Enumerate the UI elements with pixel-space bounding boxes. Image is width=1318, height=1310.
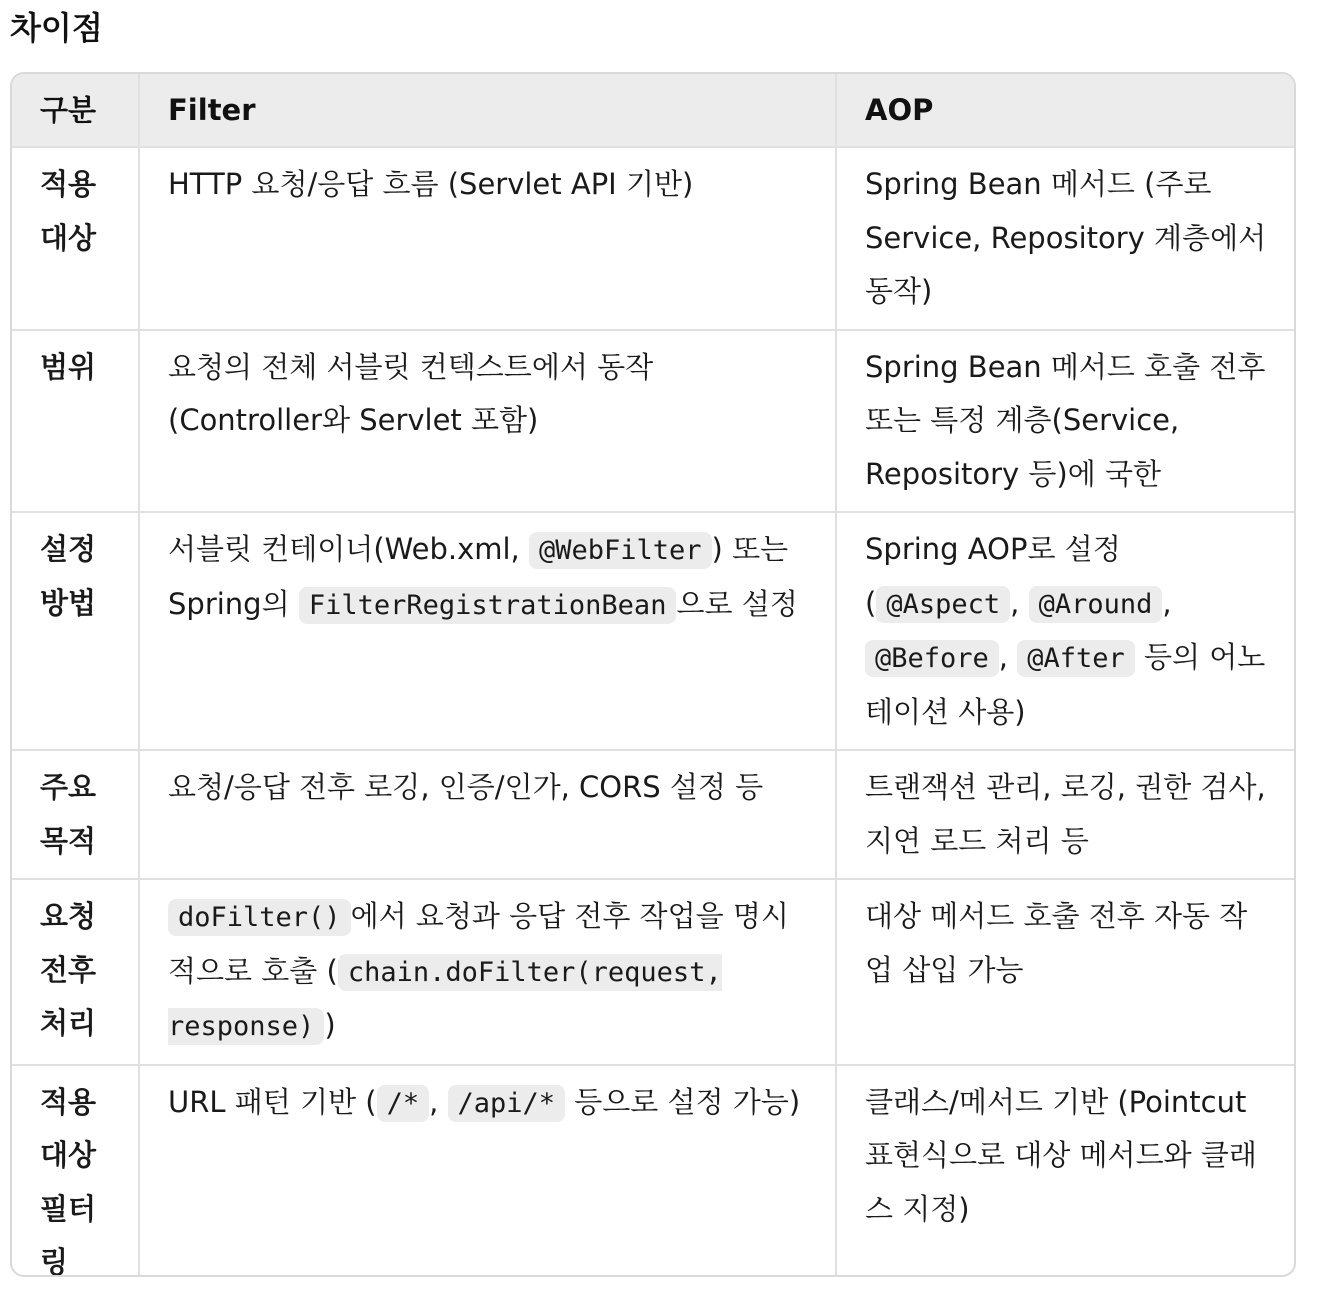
cell-text: 대상 메서드 호출 전후 자동 작업 삽입 가능 <box>865 899 1248 987</box>
inline-code: @After <box>1017 640 1135 677</box>
header-category: 구분 <box>12 74 139 147</box>
table-row <box>12 1065 1294 1278</box>
aop-cell <box>836 750 1294 879</box>
cell-text: HTTP 요청/응답 흐름 (Servlet API 기반) <box>168 167 694 201</box>
header-filter: Filter <box>139 74 836 147</box>
row-label: 주요목적 <box>12 750 139 879</box>
cell-text: 요청/응답 전후 로깅, 인증/인가, CORS 설정 등 <box>168 770 764 804</box>
inline-code: @Around <box>1029 586 1163 623</box>
cell-text: , <box>429 1084 448 1119</box>
cell-text: ) 또는 Spring의 <box>168 532 789 621</box>
cell-text: 에서 요청과 응답 전후 작업을 명시적으로 호출 ( <box>168 899 789 988</box>
inline-code: doFilter() <box>168 899 351 936</box>
table-row <box>12 330 1294 513</box>
aop-cell <box>836 879 1294 1065</box>
row-label: 설정방법 <box>12 512 139 750</box>
inline-code: /* <box>377 1085 430 1122</box>
cell-text: ) <box>324 1008 336 1042</box>
filter-cell <box>139 1065 836 1278</box>
table-row <box>12 512 1294 750</box>
table-row <box>12 750 1294 879</box>
cell-text: 서블릿 컨테이너(Web.xml, <box>168 532 529 566</box>
cell-text: , <box>1010 585 1029 620</box>
section-heading: 차이점 <box>10 9 103 47</box>
inline-code: /api/* <box>448 1085 566 1122</box>
cell-text: 요청의 전체 서블릿 컨텍스트에서 동작 (Controller와 Servlet 포함) <box>168 349 654 437</box>
inline-code: chain.doFilter(request, response) <box>168 954 722 1046</box>
header-aop: AOP <box>836 74 1294 147</box>
filter-cell <box>139 879 836 1065</box>
row-label: 적용대상 <box>12 147 139 330</box>
filter-cell <box>139 512 836 750</box>
cell-text: , <box>998 640 1018 674</box>
cell-text: 등으로 설정 가능) <box>565 1084 801 1119</box>
comparison-table <box>10 72 1296 1277</box>
aop-cell <box>836 147 1294 330</box>
aop-cell <box>836 330 1294 513</box>
cell-text: , <box>1162 585 1172 620</box>
filter-cell <box>139 750 836 879</box>
aop-cell <box>836 512 1294 750</box>
table-header-row <box>12 74 1294 147</box>
filter-cell <box>139 147 836 330</box>
cell-text: 으로 설정 <box>676 586 798 621</box>
table-row <box>12 147 1294 330</box>
cell-text: 트랜잭션 관리, 로깅, 권한 검사, 지연 로드 처리 등 <box>865 770 1266 858</box>
inline-code: @Before <box>865 640 999 677</box>
inline-code: FilterRegistrationBean <box>299 587 677 624</box>
aop-cell <box>836 1065 1294 1278</box>
inline-code: @Aspect <box>876 586 1010 623</box>
row-label: 적용대상필터링 <box>12 1065 139 1278</box>
cell-text: Spring Bean 메서드 호출 전후 또는 특정 계층(Service, Repository 등)에 국한 <box>865 349 1266 491</box>
cell-text: Spring AOP로 설정 ( <box>865 532 1121 620</box>
cell-text: Spring Bean 메서드 (주로 Service, Repository 계층에서 동작) <box>865 167 1267 308</box>
table-row <box>12 879 1294 1065</box>
cell-text: 등의 어노테이션 사용) <box>865 640 1266 729</box>
cell-text: 클래스/메서드 기반 (Pointcut 표현식으로 대상 메서드와 클래스 지정) <box>865 1084 1257 1226</box>
row-label: 범위 <box>12 330 139 513</box>
row-label: 요청전후처리 <box>12 879 139 1065</box>
cell-text: URL 패턴 기반 ( <box>168 1084 377 1119</box>
inline-code: @WebFilter <box>529 532 712 569</box>
filter-cell <box>139 330 836 513</box>
